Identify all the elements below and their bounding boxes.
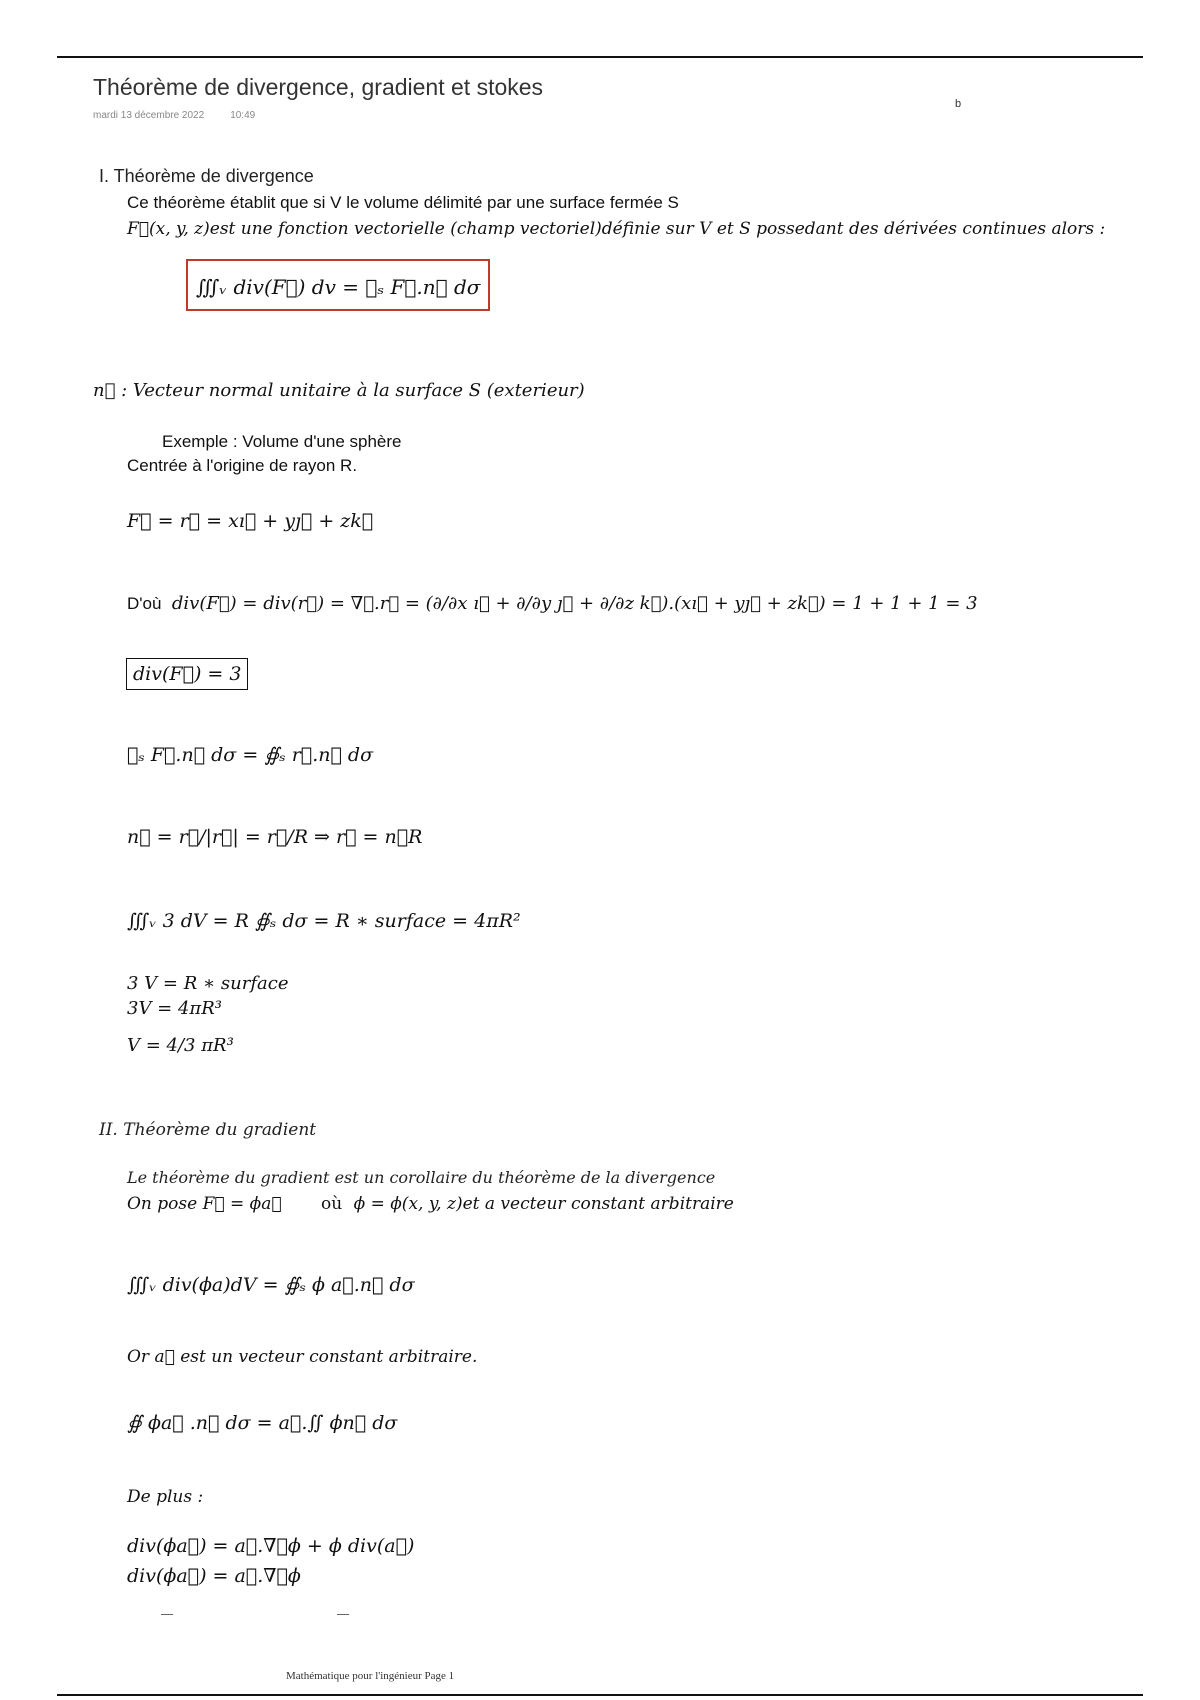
stray-mark-left xyxy=(161,1614,173,1615)
equation-div-product-2: div(ϕa⃗) = a⃗.∇⃗ϕ xyxy=(127,1565,301,1587)
page-footer: Mathématique pour l'ingénieur Page 1 xyxy=(286,1670,455,1682)
section2-line2-rest: ϕ = ϕ(x, y, z)et a vecteur constant arbitraire xyxy=(353,1194,734,1214)
equation-divergence-row xyxy=(127,593,978,614)
equation-volume-integral: ∭ᵥ 3 dV = R ∯ₛ dσ = R ∗ surface = 4πR² xyxy=(127,910,521,932)
example-title: Exemple : Volume d'une sphère xyxy=(162,432,402,451)
section2-line2 xyxy=(127,1194,734,1214)
divergence-result: div(F⃗) = 3 xyxy=(133,663,242,685)
example-subtitle: Centrée à l'origine de rayon R. xyxy=(127,456,358,475)
equation-div-product-1: div(ϕa⃗) = a⃗.∇⃗ϕ + ϕ div(a⃗) xyxy=(127,1535,415,1557)
page-dateline xyxy=(93,110,255,121)
section2-line2-prefix: On pose F⃗ = ϕa⃗ xyxy=(127,1194,282,1214)
section2-line1: Le théorème du gradient est un corollaire du théorème de la divergence xyxy=(127,1168,716,1187)
section1-intro-math: F⃗(x, y, z)est une fonction vectorielle (champ vectoriel)définie sur V et S possedant des dérivées continues alors : xyxy=(127,219,1106,239)
section1-heading: I. Théorème de divergence xyxy=(99,166,314,186)
equation-volume-3: V = 4/3 πR³ xyxy=(127,1035,234,1056)
section2-heading: II. Théorème du gradient xyxy=(99,1120,317,1140)
divergence-theorem-box xyxy=(186,259,490,311)
equation-volume-1: 3 V = R ∗ surface xyxy=(127,973,289,994)
stray-mark-right xyxy=(337,1614,349,1615)
section2-line3: Or a⃗ est un vecteur constant arbitraire. xyxy=(127,1347,478,1367)
page-time: 10:49 xyxy=(230,110,256,121)
section2-line4: De plus : xyxy=(127,1487,204,1507)
divergence-theorem: ∭ᵥ div(F⃗) dv = ∯ₛ F⃗.n⃗ dσ xyxy=(196,275,481,299)
section2-line2-mid: où xyxy=(320,1194,343,1214)
equation-surface-integral: ∯ₛ F⃗.n⃗ dσ = ∯ₛ r⃗.n⃗ dσ xyxy=(127,744,374,766)
equation-normal: n⃗ = r⃗/|r⃗| = r⃗/R ⇒ r⃗ = n⃗R xyxy=(127,826,423,848)
normal-vector-definition: n⃗ : Vecteur normal unitaire à la surface S (exterieur) xyxy=(93,380,585,401)
equation-divergence: div(F⃗) = div(r⃗) = ∇⃗.r⃗ = (∂/∂x ı⃗ + ∂/∂y ȷ⃗ + ∂/∂z k⃗).(xı⃗ + yȷ⃗ + zk⃗) = 1 + 1 + 1 = 3 xyxy=(171,593,978,614)
section1-intro: Ce théorème établit que si V le volume délimité par une surface fermée S xyxy=(127,193,679,212)
equation-separation: ∯ ϕa⃗ .n⃗ dσ = a⃗.∬ ϕn⃗ dσ xyxy=(127,1412,398,1434)
corner-mark: b xyxy=(955,98,962,110)
divergence-result-box xyxy=(126,658,248,690)
page-title: Théorème de divergence, gradient et stokes xyxy=(93,74,544,100)
bottom-rule xyxy=(57,1694,1143,1696)
equation-field: F⃗ = r⃗ = xı⃗ + yȷ⃗ + zk⃗ xyxy=(127,510,374,532)
equation-gradient-integral: ∭ᵥ div(ϕa)dV = ∯ₛ ϕ a⃗.n⃗ dσ xyxy=(127,1274,415,1296)
top-rule xyxy=(57,56,1143,58)
page-date: mardi 13 décembre 2022 xyxy=(93,110,205,121)
equation-divergence-prefix: D'où xyxy=(127,594,162,613)
equation-volume-2: 3V = 4πR³ xyxy=(127,998,223,1019)
